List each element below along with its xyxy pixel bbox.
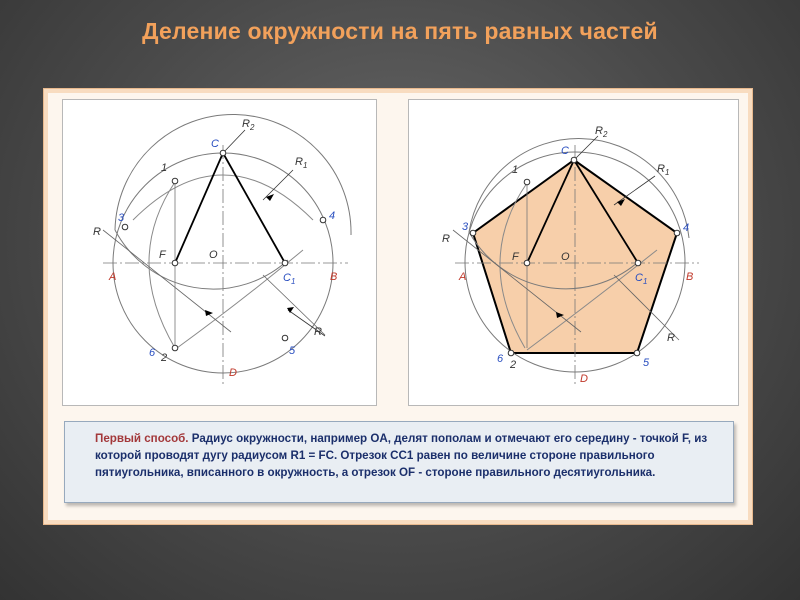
label-5: 5 bbox=[643, 357, 650, 369]
diagram-card-inner bbox=[48, 93, 748, 520]
label-2: 2 bbox=[510, 359, 517, 371]
point-1 bbox=[524, 179, 530, 185]
label-r-left: R bbox=[442, 233, 450, 245]
point-5 bbox=[634, 350, 640, 356]
label-r-low: R bbox=[314, 326, 322, 338]
label-5: 5 bbox=[289, 345, 296, 357]
label-3: 3 bbox=[118, 212, 125, 224]
label-r1: $R_1$ bbox=[295, 156, 308, 170]
label-b: B bbox=[686, 271, 694, 283]
label-4: 4 bbox=[329, 210, 336, 222]
label-a: A bbox=[459, 271, 467, 283]
label-o: O bbox=[561, 251, 570, 263]
label-f: F bbox=[512, 251, 519, 263]
point-2 bbox=[172, 345, 178, 351]
diagonal-r bbox=[103, 230, 231, 332]
label-6: 6 bbox=[149, 347, 156, 359]
line-f-c bbox=[175, 153, 223, 263]
label-1: 1 bbox=[161, 162, 168, 174]
label-c1: $C_1$ bbox=[635, 272, 648, 286]
label-f: F bbox=[159, 249, 166, 261]
arrow-r1 bbox=[266, 194, 274, 201]
label-r1: $R_1$ bbox=[657, 163, 670, 177]
label-1: 1 bbox=[512, 164, 519, 176]
right-pentagon-drawing bbox=[409, 100, 738, 405]
label-d: D bbox=[580, 373, 588, 385]
label-c: C bbox=[561, 145, 569, 157]
point-c1 bbox=[635, 260, 641, 266]
point-c bbox=[571, 157, 577, 163]
label-r2: $R_2$ bbox=[242, 118, 255, 132]
slide-title: Деление окружности на пять равных частей bbox=[142, 18, 658, 44]
point-c bbox=[220, 150, 226, 156]
point-4 bbox=[674, 230, 680, 236]
arrow-r bbox=[205, 310, 213, 316]
left-construction-panel bbox=[62, 99, 377, 406]
explanation-note bbox=[64, 421, 734, 503]
label-c1: $C_1$ bbox=[283, 272, 296, 286]
explanation-body: Радиус окружности, например OA, делят пополам и отмечают его середину - точкой F, из которой проводят дугу радиусом R1 = FC. Отрезок CC1 равен по величине стороне правильного пятиугольника, вписанного в окружность, а отрезок OF - стороне правильного десятиугольника. bbox=[95, 432, 708, 479]
label-b: B bbox=[330, 271, 338, 283]
label-a: A bbox=[109, 271, 117, 283]
left-construction-drawing bbox=[63, 100, 376, 405]
line-r1 bbox=[614, 176, 655, 205]
label-r-left: R bbox=[93, 226, 101, 238]
label-r2: $R_2$ bbox=[595, 125, 608, 139]
point-1 bbox=[172, 178, 178, 184]
explanation-lead: Первый способ. bbox=[95, 432, 189, 445]
point-4 bbox=[320, 217, 326, 223]
label-6: 6 bbox=[497, 353, 504, 365]
label-o: O bbox=[209, 249, 218, 261]
explanation-text bbox=[95, 430, 717, 481]
point-6 bbox=[508, 350, 514, 356]
line-r2 bbox=[574, 136, 598, 160]
label-d: D bbox=[229, 367, 237, 379]
point-c1 bbox=[282, 260, 288, 266]
arc-1-2 bbox=[149, 182, 175, 348]
label-3: 3 bbox=[462, 221, 469, 233]
right-pentagon-panel bbox=[408, 99, 739, 406]
line-c-c1 bbox=[223, 153, 285, 263]
line-r1 bbox=[263, 170, 293, 200]
label-c: C bbox=[211, 138, 219, 150]
point-f bbox=[524, 260, 530, 266]
point-f bbox=[172, 260, 178, 266]
line-r2 bbox=[223, 130, 245, 153]
label-4: 4 bbox=[683, 222, 690, 234]
point-5 bbox=[282, 335, 288, 341]
label-r-low: R bbox=[667, 332, 675, 344]
diagram-card bbox=[43, 88, 753, 525]
point-3 bbox=[470, 230, 476, 236]
point-3 bbox=[122, 224, 128, 230]
label-2: 2 bbox=[161, 352, 168, 364]
